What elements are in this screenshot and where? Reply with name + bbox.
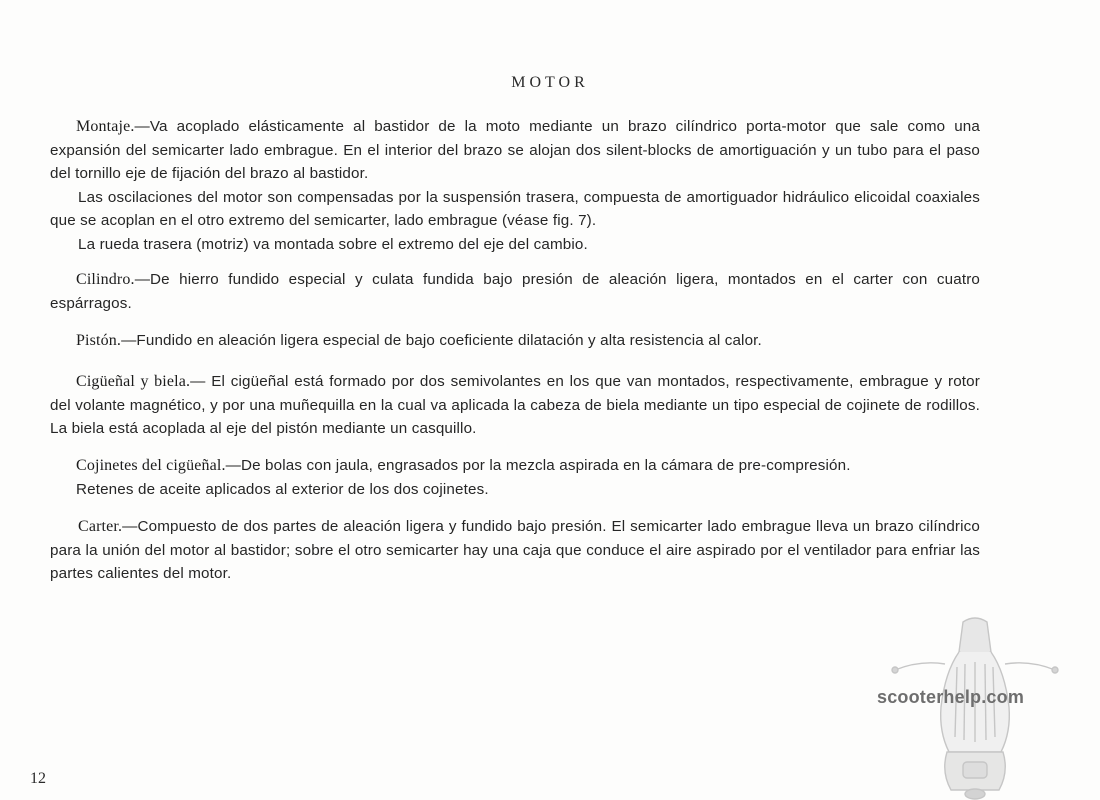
paragraph-text: —De hierro fundido especial y culata fundida bajo presión de aleación ligera, montados en el carter con cuatro espárragos. — [50, 271, 980, 312]
paragraph — [50, 268, 980, 315]
paragraph — [50, 515, 980, 586]
page-number: 12 — [30, 770, 46, 787]
section-ciguenal — [50, 370, 980, 441]
section-heading: Pistón. — [76, 332, 122, 349]
section-cilindro — [50, 268, 980, 315]
paragraph-text: —De bolas con jaula, engrasados por la mezcla aspirada en la cámara de pre-compresión. — [225, 457, 851, 474]
paragraph: La rueda trasera (motriz) va montada sobre el extremo del eje del cambio. — [78, 235, 588, 253]
section-heading: Carter. — [78, 518, 123, 535]
paragraph: Retenes de aceite aplicados al exterior de los dos cojinetes. — [76, 480, 489, 498]
section-carter — [50, 515, 980, 586]
section-cojinetes — [50, 454, 980, 501]
section-heading: Cilindro. — [76, 271, 135, 288]
paragraph-text: —Compuesto de dos partes de aleación ligera y fundido bajo presión. El semicarter lado embrague lleva un brazo cilíndrico para la unión del motor al bastidor; sobre el otro semicarter hay una caja que conduce el aire aspirado por el ventilador para enfriar las partes calientes del motor. — [50, 518, 980, 582]
section-heading: Montaje. — [76, 118, 135, 135]
watermark-text: scooterhelp.com — [877, 687, 1025, 707]
paragraph: Las oscilaciones del motor son compensadas por la suspensión trasera, compuesta de amortiguador hidráulico elicoidal coaxiales que se acoplan en el otro extremo del semicarter, lado embrague (véase fig. 7). — [50, 188, 980, 229]
paragraph — [50, 454, 980, 478]
section-heading: Cigüeñal y biela. — [76, 373, 191, 390]
paragraph-text: —Va acoplado elásticamente al bastidor de la moto mediante un brazo cilíndrico porta-motor que sale como una expansión del semicarter lado embrague. En el interior del brazo se alojan dos silent-blocks de amortiguación y un tubo para el paso del tornillo eje de fijación del brazo al bastidor. — [50, 118, 980, 182]
section-piston — [50, 329, 980, 353]
paragraph-text: — El cigüeñal está formado por dos semivolantes en los que van montados, respectivamente, embrague y rotor del volante magnético, y por una muñequilla en la cual va aplicada la cabeza de biela mediante un tipo especial de cojinete de rodillos. La biela está acoplada al eje del pistón mediante un casquillo. — [50, 373, 980, 437]
paragraph — [50, 329, 980, 353]
page-title: MOTOR — [511, 74, 589, 91]
section-montaje — [50, 115, 980, 256]
paragraph-text: —Fundido en aleación ligera especial de bajo coeficiente dilatación y alta resistencia al calor. — [121, 332, 762, 349]
section-heading: Cojinetes del cigüeñal. — [76, 457, 226, 474]
paragraph — [50, 115, 980, 186]
paragraph — [50, 370, 980, 441]
